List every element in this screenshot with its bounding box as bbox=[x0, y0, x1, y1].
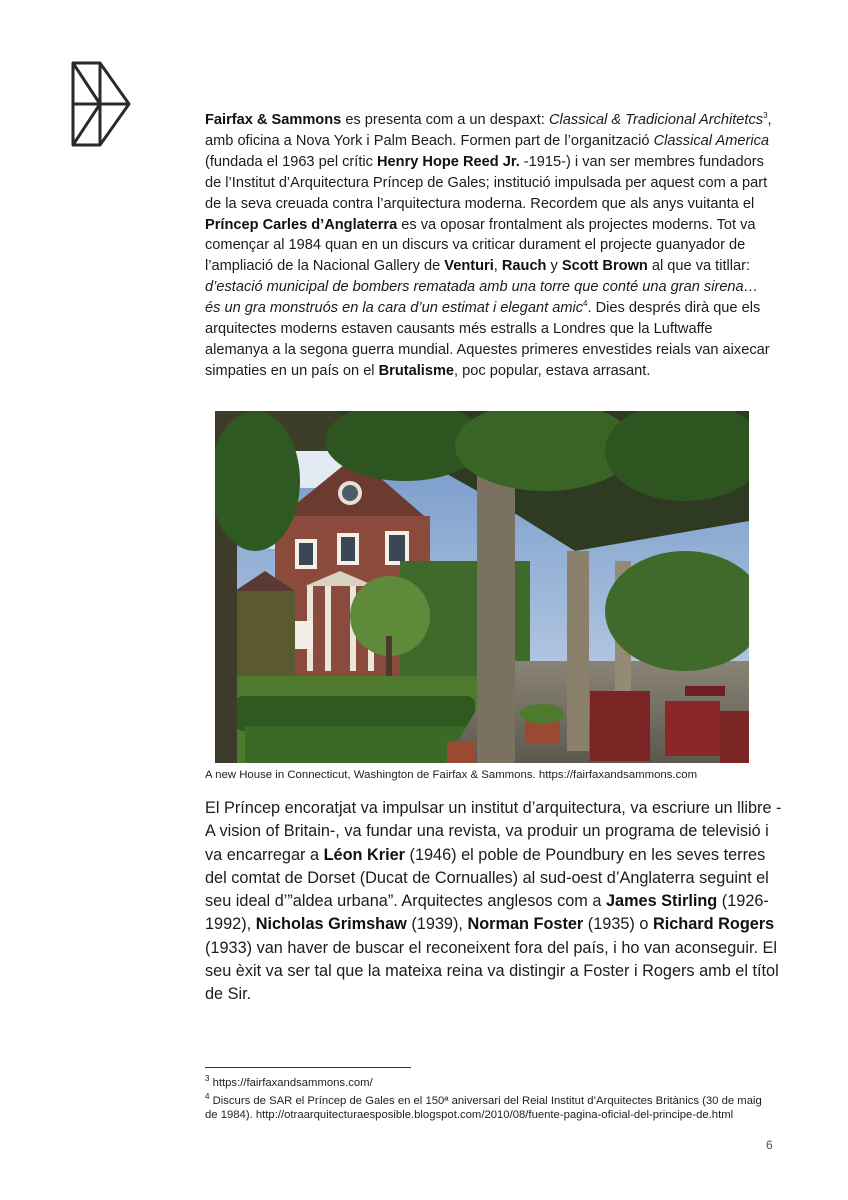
bold-name: Brutalisme bbox=[378, 362, 455, 379]
footnote-text: Discurs de SAR el Príncep de Gales en el 150ª aniversari del Reial Institut d’Arquitectes Britànics (30 de maig de 1984). http://otraarquitecturaesposible.blogspot.com/2010/08/fuente-pagina-oficial-del-principe-de.html bbox=[205, 1095, 762, 1122]
footnote-number: 4 bbox=[205, 1092, 210, 1102]
text-run: El Príncep encoratjat va impulsar un institut d’arquitectura, va escriure un llibre -A vision of Britain-, va fundar una revista, va produir un programa de televisió i va encarregar a bbox=[205, 799, 782, 864]
text-run: (1946) el poble de Poundbury en les seves terres del comtat de Dorset (Ducat de Cornualles) al sud-oest d’Anglaterra seguint el seu ideal d’”aldea urbana”. Arquitectes anglesos com a bbox=[205, 845, 769, 911]
text-run: -1915-) i van ser membres fundadors de l’Institut d’Arquitectura Príncep de Gales; institució impulsada per aquest com a part de la seva creuada contra l’arquitectura moderna. Recordem que als anys vuitanta el bbox=[205, 153, 768, 212]
text-run: (1933) van haver de buscar el reconeixent fora del país, i ho van aconseguir. El seu èxit va ser tal que la mateixa reina va distingir a Foster i Rogers amb el títol de Sir. bbox=[205, 938, 779, 1004]
bold-name: Scott Brown bbox=[561, 258, 648, 275]
house-photo bbox=[215, 411, 749, 763]
footnote-ref-4[interactable]: 4 bbox=[583, 299, 588, 309]
text-run: , bbox=[493, 258, 502, 275]
bold-name: Nicholas Grimshaw bbox=[255, 915, 407, 934]
bold-name: James Stirling bbox=[605, 892, 718, 911]
bold-name: Henry Hope Reed Jr. bbox=[377, 153, 520, 170]
text-run: es va oposar frontalment als projectes moderns. Tot va començar al 1984 quan en un discurs va criticar durament el projecte guanyador de l’ampliació de la Nacional Gallery de bbox=[205, 216, 756, 275]
bold-name: Richard Rogers bbox=[652, 915, 775, 934]
footnote-ref-3[interactable]: 3 bbox=[763, 111, 768, 121]
footnote-4 bbox=[205, 1094, 777, 1122]
text-run: (1939), bbox=[406, 915, 468, 934]
text-run: y bbox=[546, 258, 562, 275]
text-run: (fundada el 1963 pel crític bbox=[205, 153, 377, 170]
text-run: (1926-1992), bbox=[205, 892, 769, 934]
bold-name: Príncep Carles d’Anglaterra bbox=[205, 216, 398, 233]
text-run: al que va titllar: bbox=[647, 258, 751, 275]
firm-name: Fairfax & Sammons bbox=[205, 112, 342, 128]
footnote-number: 3 bbox=[205, 1074, 210, 1084]
intro-paragraph bbox=[205, 110, 777, 382]
body-paragraph bbox=[205, 797, 785, 1007]
brand-logo bbox=[70, 60, 132, 148]
bold-name: Norman Foster bbox=[467, 915, 584, 934]
italic-run: Classical & Tradicional Architetcs bbox=[548, 112, 764, 128]
footnote-link[interactable]: https://fairfaxandsammons.com/ bbox=[209, 1077, 373, 1089]
text-run: , amb oficina a Nova York i Palm Beach. Formen part de l’organització bbox=[205, 112, 772, 149]
figure-caption: A new House in Connecticut, Washington de Fairfax & Sammons. https://fairfaxandsammons.com bbox=[205, 769, 698, 781]
footnote-divider bbox=[205, 1067, 411, 1068]
text-run: , poc popular, estava arrasant. bbox=[454, 362, 651, 379]
text-run: es presenta com a un despaxt: bbox=[341, 112, 549, 128]
bold-name: Léon Krier bbox=[323, 845, 405, 864]
text-run: . Dies després dirà que els arquitectes moderns estaven causants més estralls a Londres que la Luftwaffe alemanya a la segona guerra mundial. Aquestes primeres envestides reials van aixecar simpaties en un país on el bbox=[205, 300, 770, 379]
italic-run: Classical America bbox=[653, 132, 770, 149]
page-number: 6 bbox=[766, 1138, 773, 1152]
footnote-3 bbox=[205, 1076, 777, 1090]
italic-quote: d’estació municipal de bombers rematada amb una torre que conté una gran sirena… és un gra monstruós en la cara d’un estimat i elegant amic bbox=[205, 279, 759, 317]
bold-name: Venturi bbox=[444, 258, 494, 275]
text-run: (1935) o bbox=[583, 915, 653, 934]
bold-name: Rauch bbox=[501, 258, 547, 275]
